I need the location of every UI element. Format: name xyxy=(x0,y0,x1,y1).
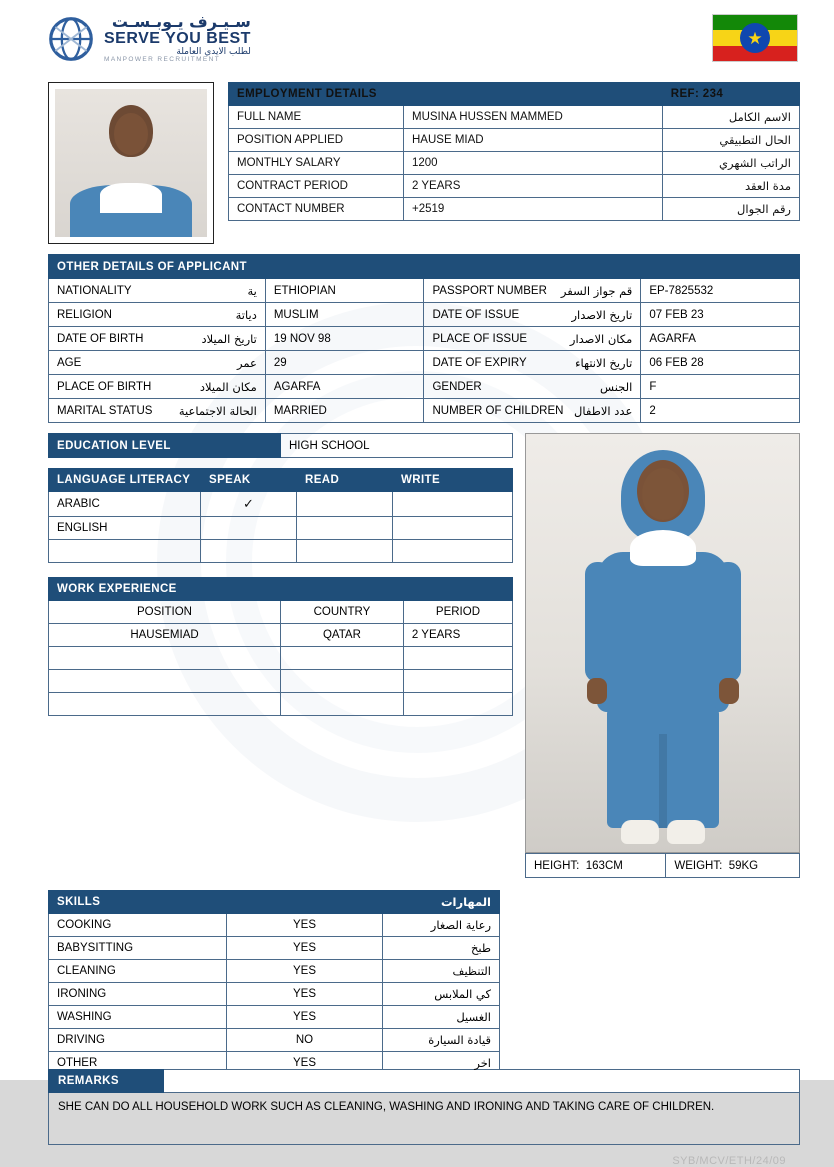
ref-value: 234 xyxy=(702,88,724,100)
skill-other-value: YES xyxy=(227,1052,383,1075)
other-details-header-row xyxy=(49,255,800,279)
table-row xyxy=(49,517,513,540)
remarks-title: REMARKS xyxy=(49,1070,164,1093)
applicant-portrait-photo xyxy=(48,82,214,244)
language-literacy-table xyxy=(48,468,513,563)
education-value: HIGH SCHOOL xyxy=(281,434,513,458)
table-row xyxy=(49,1006,500,1029)
employment-details-table xyxy=(228,82,800,221)
employment-details-title: EMPLOYMENT DETAILS xyxy=(229,83,663,106)
work-row-2-period xyxy=(403,670,512,693)
skill-babysitting-arabic: طبخ xyxy=(383,937,500,960)
date-of-birth-label-cell: DATE OF BIRTH تاريخ الميلاد xyxy=(49,327,266,351)
skill-ironing-label: IRONING xyxy=(49,983,227,1006)
skill-ironing-arabic: كي الملابس xyxy=(383,983,500,1006)
date-of-issue-label-cell: DATE OF ISSUE تاريخ الاصدار xyxy=(424,303,641,327)
document-header xyxy=(14,8,820,82)
skills-table xyxy=(48,890,500,1075)
table-row xyxy=(49,375,800,399)
table-row xyxy=(229,198,800,221)
position-applied-label: POSITION APPLIED xyxy=(229,129,404,152)
weight-label: WEIGHT: xyxy=(674,859,723,872)
language-english-write xyxy=(393,517,513,540)
skill-driving-value: NO xyxy=(227,1029,383,1052)
religion-value: MUSLIM xyxy=(265,303,424,327)
remarks-section xyxy=(14,1069,820,1145)
table-row xyxy=(49,540,513,563)
language-english-read xyxy=(297,517,393,540)
document-footer-code: SYB/MCV/ETH/24/09 xyxy=(672,1155,786,1167)
work-row-0-country: QATAR xyxy=(281,624,404,647)
monthly-salary-label: MONTHLY SALARY xyxy=(229,152,404,175)
brand-english-sub: MANPOWER RECRUITMENT xyxy=(104,56,221,64)
language-title: LANGUAGE LITERACY xyxy=(49,469,201,492)
brand-arabic-sub: لطلب الايدي العاملة xyxy=(176,46,251,57)
work-column-row xyxy=(49,601,513,624)
gender-label-cell: GENDER الجنس xyxy=(424,375,641,399)
work-col-period: PERIOD xyxy=(403,601,512,624)
skill-cooking-value: YES xyxy=(227,914,383,937)
language-col-read: READ xyxy=(297,469,393,492)
work-row-3-country xyxy=(281,693,404,716)
skill-babysitting-value: YES xyxy=(227,937,383,960)
education-title: EDUCATION LEVEL xyxy=(49,434,281,458)
language-arabic-read xyxy=(297,492,393,517)
language-blank-read xyxy=(297,540,393,563)
remarks-text: SHE CAN DO ALL HOUSEHOLD WORK SUCH AS CLEANING, WASHING AND IRONING AND TAKING CARE OF CHILDREN. xyxy=(48,1093,800,1145)
table-row xyxy=(49,670,513,693)
skill-cooking-label: COOKING xyxy=(49,914,227,937)
table-row xyxy=(49,960,500,983)
other-details-section xyxy=(14,254,820,423)
table-row xyxy=(49,351,800,375)
other-details-table xyxy=(48,254,800,423)
brand-arabic-name: سـيـرف يـوبـسـت xyxy=(111,12,251,31)
employment-ref xyxy=(662,83,799,106)
work-row-3-period xyxy=(403,693,512,716)
table-row xyxy=(526,854,800,878)
work-header-row xyxy=(49,578,513,601)
language-name-blank xyxy=(49,540,201,563)
skills-section xyxy=(14,890,820,1075)
employment-details-header-row xyxy=(229,83,800,106)
table-row xyxy=(49,492,513,517)
other-details-title: OTHER DETAILS OF APPLICANT xyxy=(49,255,424,279)
table-row xyxy=(229,152,800,175)
applicant-full-photo-column xyxy=(525,433,800,878)
table-row xyxy=(49,624,513,647)
skill-other-label: OTHER xyxy=(49,1052,227,1075)
date-of-birth-value: 19 NOV 98 xyxy=(265,327,424,351)
table-row xyxy=(49,279,800,303)
work-row-1-country xyxy=(281,647,404,670)
language-col-write: WRITE xyxy=(393,469,513,492)
place-of-birth-label-cell: PLACE OF BIRTH مكان الميلاد xyxy=(49,375,266,399)
work-row-2-country xyxy=(281,670,404,693)
work-col-country: COUNTRY xyxy=(281,601,404,624)
table-row xyxy=(229,106,800,129)
contract-period-label: CONTRACT PERIOD xyxy=(229,175,404,198)
place-of-issue-label-cell: PLACE OF ISSUE مكان الاصدار xyxy=(424,327,641,351)
remarks-header-spacer xyxy=(164,1070,800,1093)
table-row xyxy=(49,647,513,670)
contract-period-arabic: مدة العقد xyxy=(662,175,799,198)
work-experience-title: WORK EXPERIENCE xyxy=(49,578,281,601)
marital-status-value: MARRIED xyxy=(265,399,424,423)
date-of-expiry-label-cell: DATE OF EXPIRY تاريخ الانتهاء xyxy=(424,351,641,375)
skill-other-arabic: اخر xyxy=(383,1052,500,1075)
place-of-issue-value: AGARFA xyxy=(641,327,800,351)
table-row xyxy=(49,434,513,458)
work-experience-title-spacer xyxy=(281,578,513,601)
gender-value: F xyxy=(641,375,800,399)
table-row xyxy=(49,1070,800,1093)
height-label: HEIGHT: xyxy=(534,859,580,872)
language-arabic-write xyxy=(393,492,513,517)
passport-number-label-cell: PASSPORT NUMBER قم جواز السفر xyxy=(424,279,641,303)
monthly-salary-value: 1200 xyxy=(404,152,663,175)
skill-driving-arabic: قيادة السيارة xyxy=(383,1029,500,1052)
marital-status-label-cell: MARITAL STATUS الحالة الاجتماعية xyxy=(49,399,266,423)
work-row-0-period: 2 YEARS xyxy=(403,624,512,647)
brand-english-name: SERVE YOU BEST xyxy=(104,29,251,47)
passport-number-value: EP-7825532 xyxy=(641,279,800,303)
skill-washing-arabic: الغسيل xyxy=(383,1006,500,1029)
work-row-3-position xyxy=(49,693,281,716)
skill-cooking-arabic: رعاية الصغار xyxy=(383,914,500,937)
religion-label-cell: RELIGION دياتة xyxy=(49,303,266,327)
monthly-salary-arabic: الراتب الشهري xyxy=(662,152,799,175)
skill-washing-value: YES xyxy=(227,1006,383,1029)
table-row xyxy=(49,399,800,423)
skill-babysitting-label: BABYSITTING xyxy=(49,937,227,960)
date-of-issue-value: 07 FEB 23 xyxy=(641,303,800,327)
table-row xyxy=(49,937,500,960)
children-value: 2 xyxy=(641,399,800,423)
table-row xyxy=(229,175,800,198)
nationality-label-cell: NATIONALITY ية xyxy=(49,279,266,303)
work-row-1-position xyxy=(49,647,281,670)
other-details-title-spacer xyxy=(424,255,800,279)
position-applied-value: HAUSE MIAD xyxy=(404,129,663,152)
height-value: 163CM xyxy=(585,859,623,872)
skill-cleaning-value: YES xyxy=(227,960,383,983)
age-value: 29 xyxy=(265,351,424,375)
table-row xyxy=(49,1029,500,1052)
skills-header-row xyxy=(49,891,500,914)
skills-title-arabic: المهارات xyxy=(383,891,500,914)
applicant-full-body-photo xyxy=(525,433,800,853)
weight-value: 59KG xyxy=(728,859,759,872)
language-name-arabic: ARABIC xyxy=(49,492,201,517)
language-arabic-speak: ✓ xyxy=(201,492,297,517)
measurements-table xyxy=(525,853,800,878)
nationality-value: ETHIOPIAN xyxy=(265,279,424,303)
language-english-speak xyxy=(201,517,297,540)
company-brand xyxy=(48,14,251,64)
middle-section xyxy=(14,433,820,878)
contact-number-value: +2519 xyxy=(404,198,663,221)
full-name-arabic: الاسم الكامل xyxy=(662,106,799,129)
table-row xyxy=(49,983,500,1006)
language-blank-speak xyxy=(201,540,297,563)
globe-logo-icon xyxy=(48,16,94,62)
date-of-expiry-value: 06 FEB 28 xyxy=(641,351,800,375)
skill-washing-label: WASHING xyxy=(49,1006,227,1029)
flag-emblem: ★ xyxy=(740,23,770,53)
language-blank-write xyxy=(393,540,513,563)
table-row xyxy=(49,914,500,937)
work-col-position: POSITION xyxy=(49,601,281,624)
full-name-value: MUSINA HUSSEN MAMMED xyxy=(404,106,663,129)
skill-ironing-value: YES xyxy=(227,983,383,1006)
work-row-2-position xyxy=(49,670,281,693)
education-table xyxy=(48,433,513,458)
remarks-header-table xyxy=(48,1069,800,1093)
language-header-row xyxy=(49,469,513,492)
position-applied-arabic: الحال التطبيقي xyxy=(662,129,799,152)
work-experience-table xyxy=(48,577,513,716)
top-section xyxy=(14,82,820,244)
skill-cleaning-label: CLEANING xyxy=(49,960,227,983)
contact-number-arabic: رقم الجوال xyxy=(662,198,799,221)
work-row-0-position: HAUSEMIAD xyxy=(49,624,281,647)
place-of-birth-value: AGARFA xyxy=(265,375,424,399)
ref-label: REF: xyxy=(670,88,700,100)
children-label-cell: NUMBER OF CHILDREN عدد الاطفال xyxy=(424,399,641,423)
table-row xyxy=(49,303,800,327)
table-row xyxy=(49,693,513,716)
language-col-speak: SPEAK xyxy=(201,469,297,492)
table-row xyxy=(49,327,800,351)
skills-title-spacer xyxy=(227,891,383,914)
contract-period-value: 2 YEARS xyxy=(404,175,663,198)
table-row xyxy=(229,129,800,152)
skill-cleaning-arabic: التنظيف xyxy=(383,960,500,983)
skills-title: SKILLS xyxy=(49,891,227,914)
language-name-english: ENGLISH xyxy=(49,517,201,540)
ethiopia-flag-icon xyxy=(712,14,798,62)
full-name-label: FULL NAME xyxy=(229,106,404,129)
skill-driving-label: DRIVING xyxy=(49,1029,227,1052)
height-cell xyxy=(526,854,666,878)
work-row-1-period xyxy=(403,647,512,670)
age-label-cell: AGE عمر xyxy=(49,351,266,375)
weight-cell xyxy=(666,854,800,878)
contact-number-label: CONTACT NUMBER xyxy=(229,198,404,221)
